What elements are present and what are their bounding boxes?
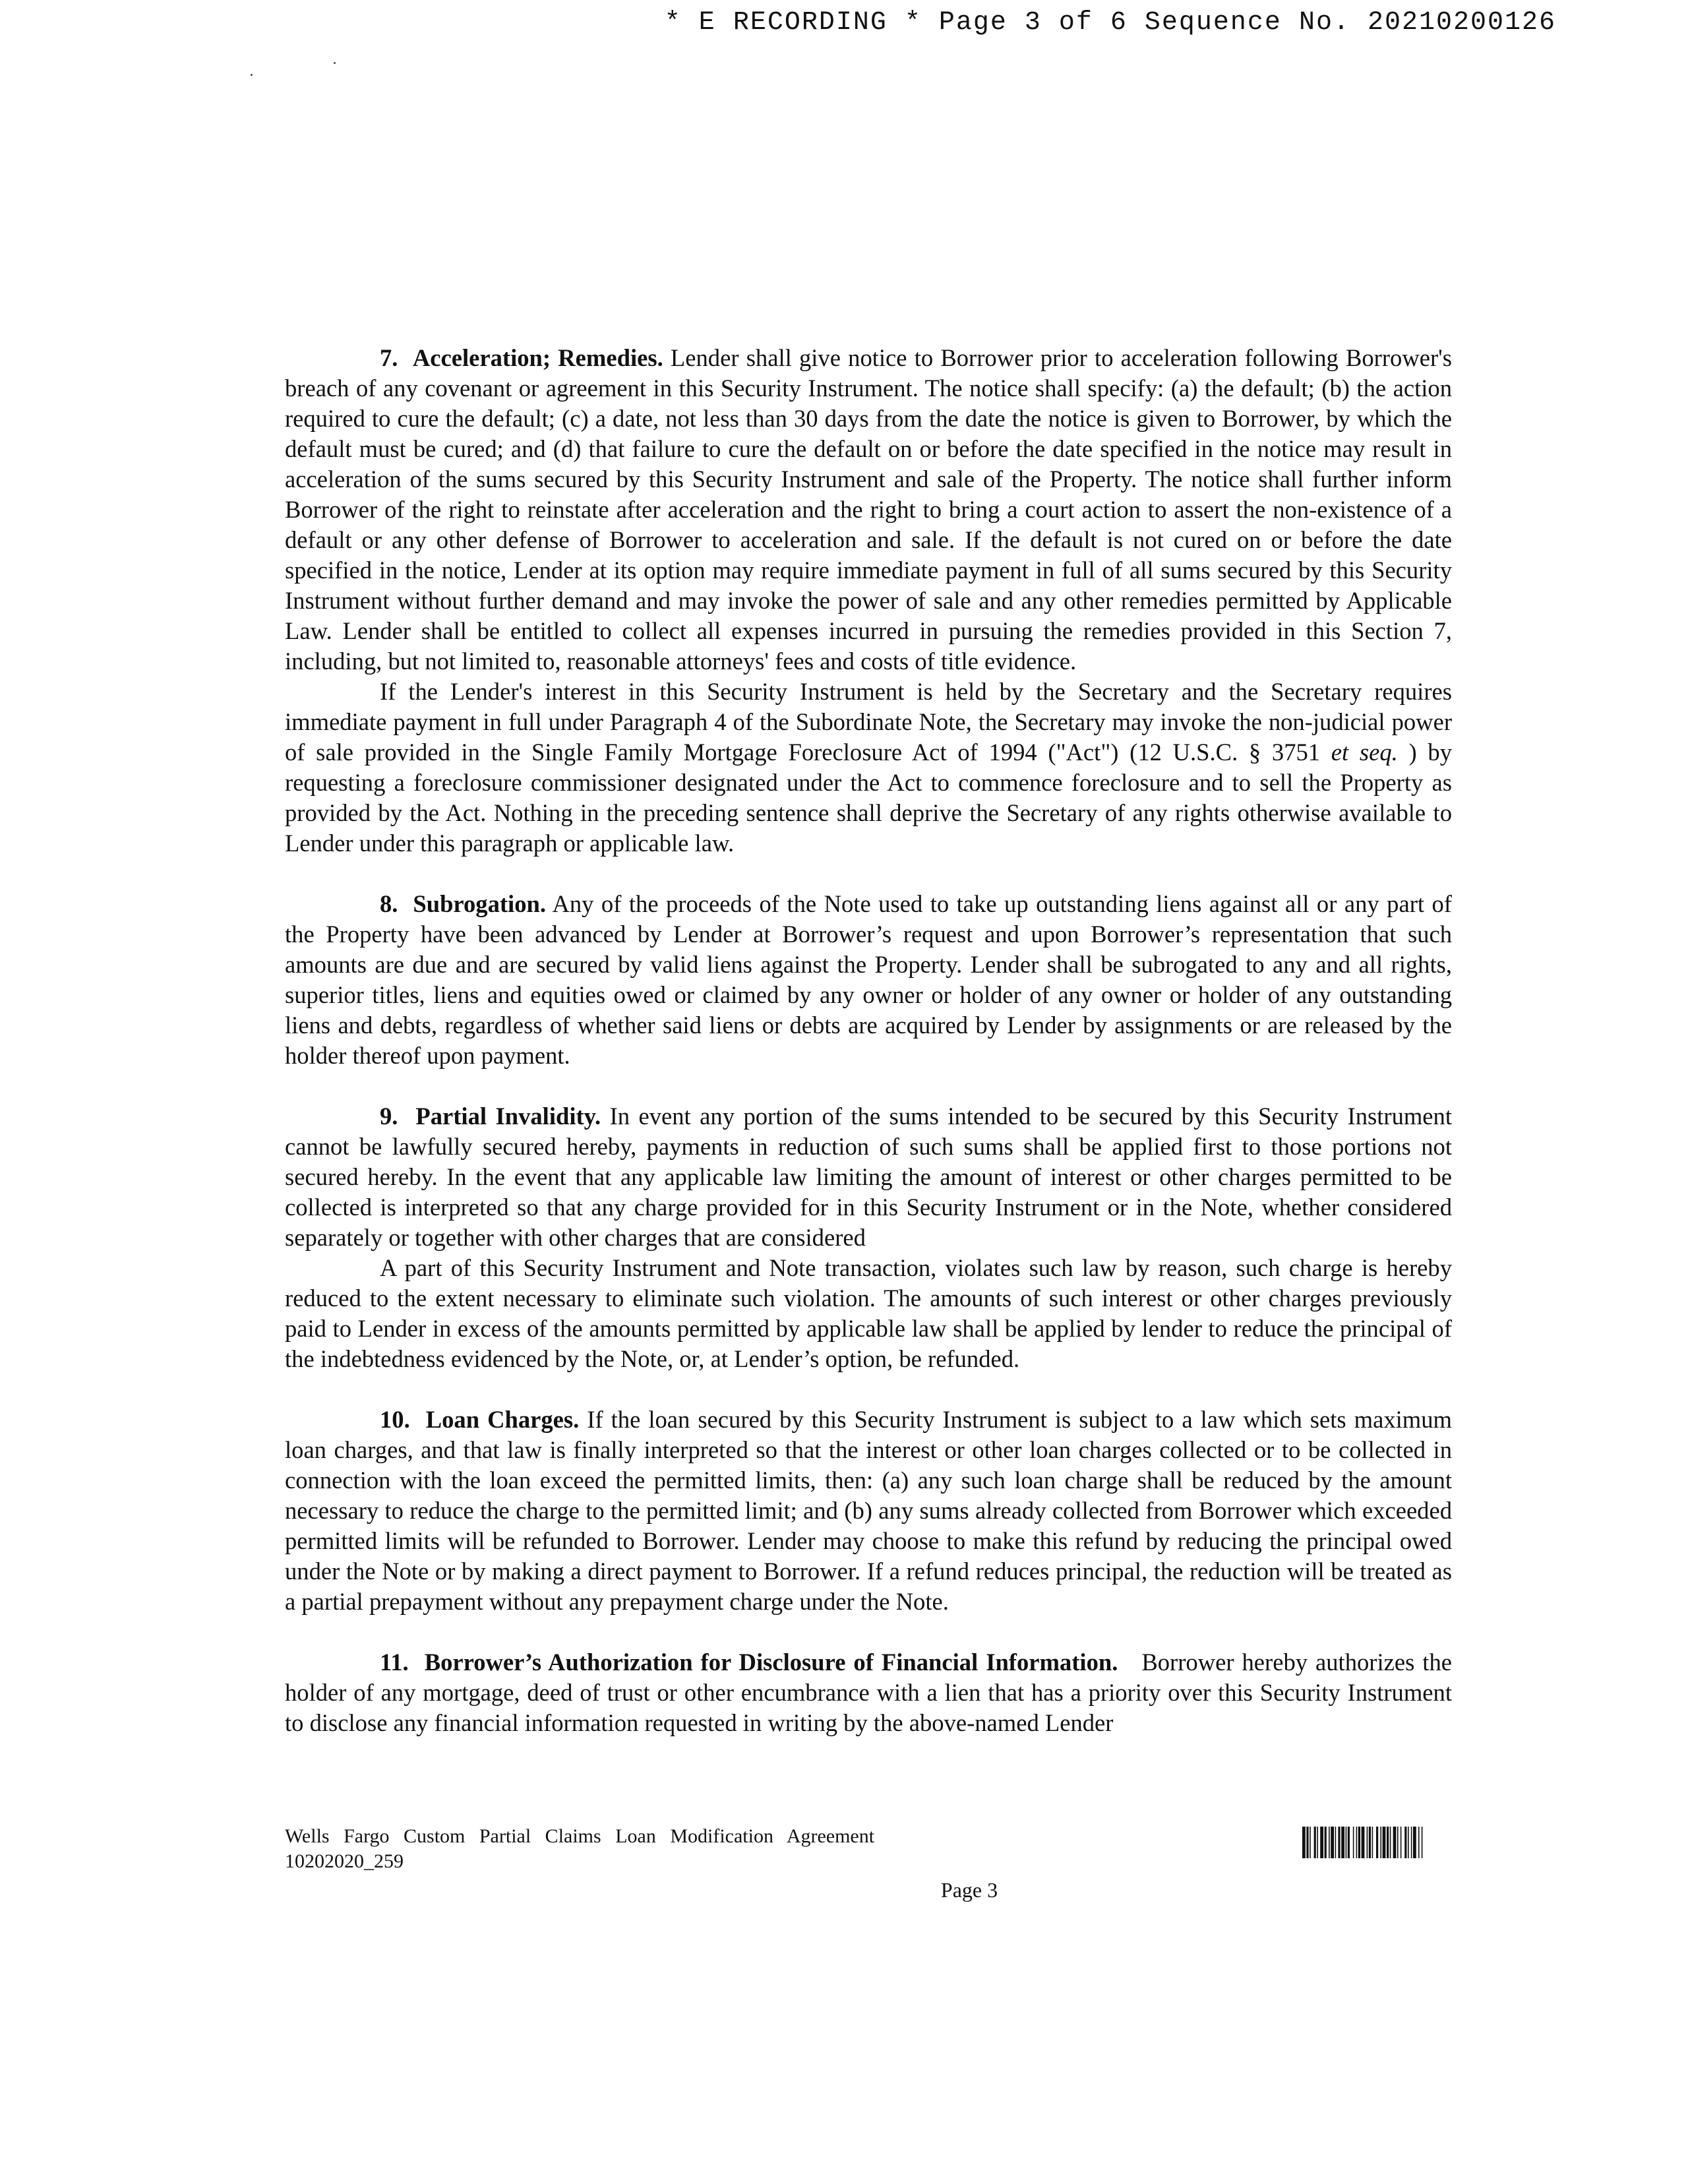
section-heading: Borrower’s Authorization for Disclosure of Financial Information. bbox=[424, 1649, 1118, 1676]
barcode-bar bbox=[1310, 1827, 1311, 1858]
section-text: If the Lender's interest in this Security Instrument is held by the Secretary and the Secretary requires immediate payment in full under Paragraph 4 of the Subordinate Note, the Secretary may invoke the non-judicial power of sale provided in the Single Family Mortgage Foreclosure Act of 1994 ("Act") (12 U.S.C. § 3751 bbox=[285, 678, 1452, 766]
section-heading: Partial Invalidity. bbox=[415, 1103, 601, 1130]
section-11-paragraph bbox=[285, 1647, 1452, 1738]
barcode-bar bbox=[1331, 1827, 1334, 1858]
barcode-bar bbox=[1418, 1827, 1420, 1858]
recording-header: * E RECORDING * Page 3 of 6 Sequence No. 20210200126 bbox=[664, 8, 1556, 38]
section-text: If the loan secured by this Security Instrument is subject to a law which sets maximum loan charges, and that law is finally interpreted so that the interest or other loan charges collected or to be collected in connection with the loan exceed the permitted limits, then: (a) any such loan charge shall be reduced by the amount necessary to reduce the charge to the permitted limit; and (b) any sums already collected from Borrower which exceeded permitted limits will be refunded to Borrower. Lender may choose to make this refund by reducing the principal owed under the Note or by making a direct payment to Borrower. If a refund reduces principal, the reduction will be treated as a partial prepayment without any prepayment charge under the Note. bbox=[285, 1406, 1452, 1615]
barcode-bar bbox=[1369, 1827, 1371, 1858]
barcode-bar bbox=[1387, 1827, 1389, 1858]
section-text: ) by requesting a foreclosure commissioner designated under the Act to commence foreclosure and to sell the Property as provided by the Act. Nothing in the preceding sentence shall deprive the Secretary of any rights otherwise available to Lender under this paragraph or applicable law. bbox=[285, 739, 1452, 857]
barcode-bar bbox=[1306, 1827, 1308, 1858]
barcode-bar bbox=[1404, 1827, 1406, 1858]
barcode-bar bbox=[1335, 1827, 1337, 1858]
page-number: Page 3 bbox=[940, 1878, 998, 1902]
section-7-paragraph-2 bbox=[285, 677, 1452, 859]
barcode-bar bbox=[1338, 1827, 1340, 1858]
barcode-bar bbox=[1317, 1827, 1318, 1858]
barcode-bar bbox=[1383, 1827, 1386, 1858]
barcode-bar bbox=[1302, 1827, 1306, 1858]
barcode-bar bbox=[1401, 1827, 1402, 1858]
section-number: 9. bbox=[380, 1103, 398, 1130]
section-text: Any of the proceeds of the Note used to take up outstanding liens against all or any part of the Property have been advanced by Lender at Borrower’s request and upon Borrower’s representation that such amounts are due and are secured by valid liens against the Property. Lender shall be subrogated to any and all rights, superior titles, liens and equities owed or claimed by any owner or holder of any owner or holder of any outstanding liens and debts, regardless of whether said liens or debts are acquired by Lender by assignments or are released by the holder thereof upon payment. bbox=[285, 890, 1452, 1069]
section-text: In event any portion of the sums intended to be secured by this Security Instrument cannot be lawfully secured hereby, payments in reduction of such sums shall be applied first to those portions not secured hereby. In the event that any applicable law limiting the amount of interest or other charges permitted to be collected is interpreted so that any charge provided for in this Security Instrument or in the Note, whether considered separately or together with other charges that are considered bbox=[285, 1103, 1452, 1251]
barcode-bar bbox=[1422, 1827, 1423, 1858]
barcode-bar bbox=[1329, 1827, 1330, 1858]
section-number: 11. bbox=[380, 1649, 409, 1676]
barcode-bar bbox=[1367, 1827, 1368, 1858]
barcode-bar bbox=[1413, 1827, 1416, 1858]
barcode-bar bbox=[1314, 1827, 1316, 1858]
section-number: 7. bbox=[380, 344, 398, 371]
section-text: Borrower hereby authorizes the holder of any mortgage, deed of trust or other encumbrance with a lien that has a priority over this Security Instrument to disclose any financial information requested in writing by the above-named Lender bbox=[285, 1649, 1452, 1736]
barcode-bar bbox=[1362, 1827, 1365, 1858]
barcode-bar bbox=[1393, 1827, 1397, 1858]
section-text: Lender shall give notice to Borrower prior to acceleration following Borrower's breach of any covenant or agreement in this Security Instrument. The notice shall specify: (a) the default; (b) the action required to cure the default; (c) a date, not less than 30 days from the date the notice is given to Borrower, by which the default must be cured; and (d) that failure to cure the default on or before the date specified in the notice may result in acceleration of the sums secured by this Security Instrument and sale of the Property. The notice shall further inform Borrower of the right to reinstate after acceleration and the right to bring a court action to assert the non-existence of a default or any other defense of Borrower to acceleration and sale. If the default is not cured on or before the date specified in the notice, Lender at its option may require immediate payment in full of all sums secured by this Security Instrument without further demand and may invoke the power of sale and any other remedies permitted by Applicable Law. Lender shall be entitled to collect all expenses incurred in pursuing the remedies provided in this Section 7, including, but not limited to, reasonable attorneys' fees and costs of title evidence. bbox=[285, 344, 1452, 675]
page-footer bbox=[285, 1824, 874, 1874]
barcode-graphic bbox=[1301, 1825, 1463, 1860]
barcode-bar bbox=[1372, 1827, 1373, 1858]
barcode-bar bbox=[1397, 1827, 1399, 1858]
section-heading: Loan Charges. bbox=[425, 1406, 580, 1433]
document-body bbox=[285, 343, 1452, 1738]
section-text: A part of this Security Instrument and Note transaction, violates such law by reason, such charge is hereby reduced to the extent necessary to eliminate such violation. The amounts of such interest or other charges previously paid to Lender in excess of the amounts permitted by applicable law shall be applied by lender to reduce the principal of the indebtedness evidenced by the Note, or, at Lender’s option, be refunded. bbox=[285, 1254, 1452, 1372]
barcode-bar bbox=[1341, 1827, 1344, 1858]
section-10-paragraph bbox=[285, 1405, 1452, 1617]
barcode-bar bbox=[1390, 1827, 1391, 1858]
section-number: 8. bbox=[380, 890, 398, 917]
document-code: 10202020_259 bbox=[285, 1850, 404, 1872]
barcode-bar bbox=[1320, 1827, 1323, 1858]
barcode-bar bbox=[1408, 1827, 1409, 1858]
barcode-bar bbox=[1348, 1827, 1350, 1858]
section-heading: Subrogation. bbox=[413, 890, 546, 917]
barcode-bar bbox=[1358, 1827, 1360, 1858]
barcode-bar bbox=[1353, 1827, 1354, 1858]
scan-speck bbox=[251, 74, 253, 76]
barcode-bar bbox=[1346, 1827, 1347, 1858]
barcode-bar bbox=[1380, 1827, 1381, 1858]
section-7-paragraph bbox=[285, 343, 1452, 677]
barcode-bar bbox=[1325, 1827, 1327, 1858]
italic-term: et seq. bbox=[1331, 739, 1398, 766]
section-8-paragraph bbox=[285, 889, 1452, 1071]
barcode-bar bbox=[1411, 1827, 1412, 1858]
barcode-bar bbox=[1356, 1827, 1358, 1858]
section-number: 10. bbox=[380, 1406, 410, 1433]
document-name: Wells Fargo Custom Partial Claims Loan Modification Agreement bbox=[285, 1825, 875, 1847]
barcode-bar bbox=[1376, 1827, 1378, 1858]
section-9-paragraph bbox=[285, 1101, 1452, 1253]
section-9-paragraph-2 bbox=[285, 1253, 1452, 1374]
section-heading: Acceleration; Remedies. bbox=[412, 344, 663, 371]
scan-speck bbox=[334, 62, 336, 64]
